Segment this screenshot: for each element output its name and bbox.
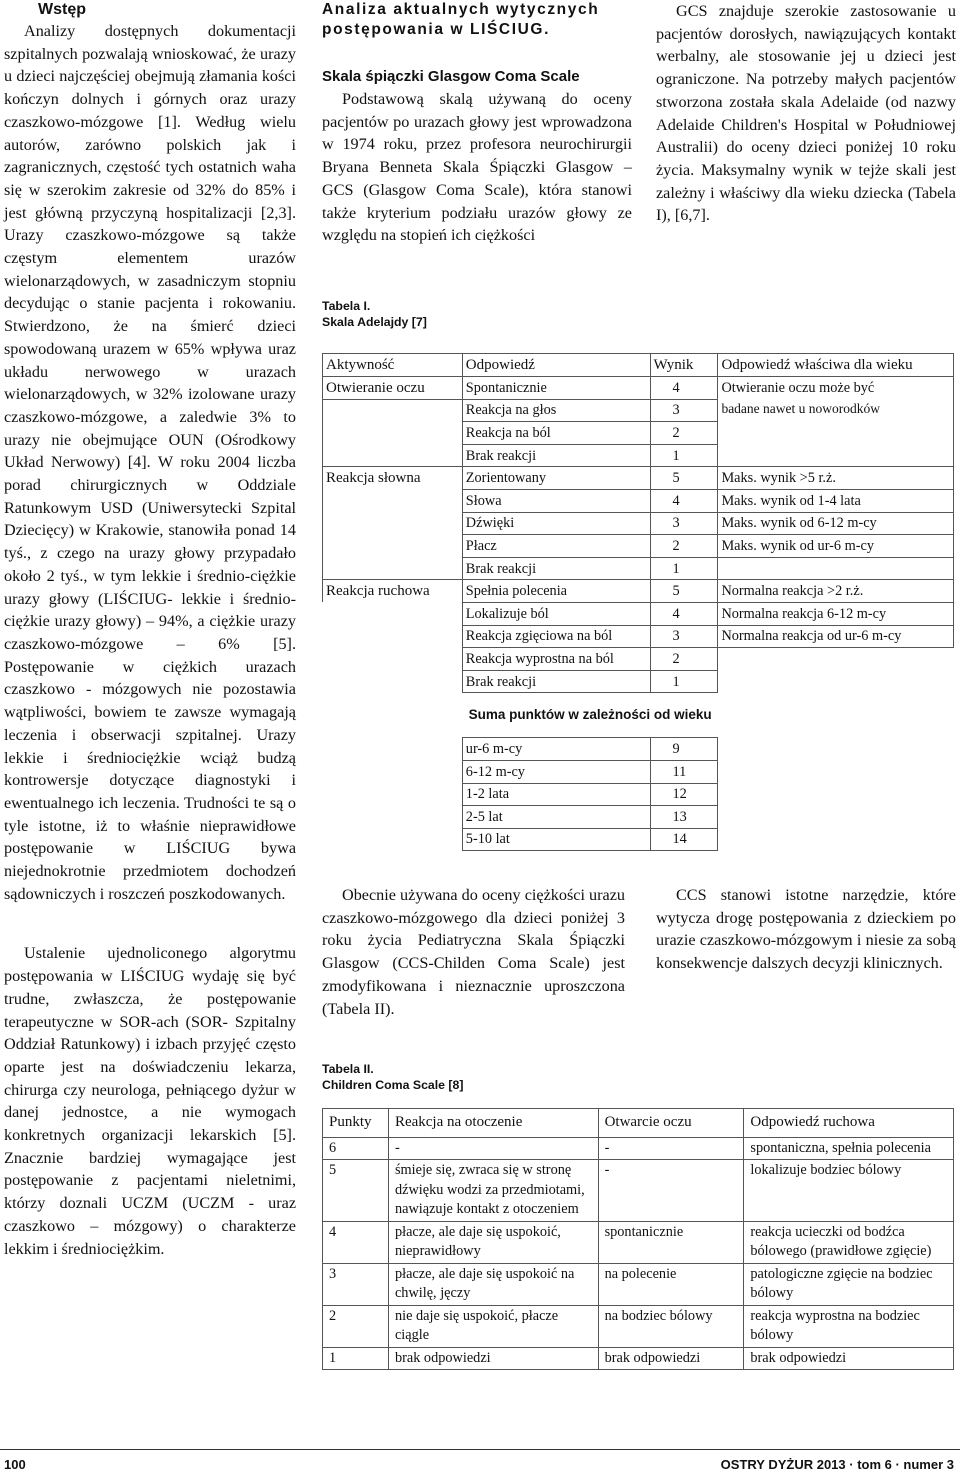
- score-cell: 3: [650, 512, 718, 535]
- sum-score-cell: 9: [650, 738, 718, 761]
- table-row: [323, 648, 954, 671]
- empty-cell: [323, 535, 463, 558]
- empty-cell: [323, 399, 463, 422]
- table-row: [323, 512, 954, 535]
- response-cell: Brak reakcji: [462, 557, 650, 580]
- footer-rule: [0, 1449, 960, 1450]
- right-column: [656, 0, 956, 227]
- ccs-intro-paragraph: Obecnie używana do oceny ciężkości urazu czaszkowo-mózgowego dla dzieci poniżej 3 roku życia Pediatryczna Skala Śpiączki Glasgow (CCS-Childen Coma Scale) jest zmodyfikowana i nieznacznie uproszczona (Tabela II).: [322, 886, 625, 1018]
- response-cell: Zorientowany: [462, 467, 650, 490]
- sum-score-cell: 12: [650, 783, 718, 806]
- reaction-cell: nie daje się uspokoić, płacze ciągle: [388, 1305, 598, 1347]
- empty-cell: [323, 625, 463, 648]
- header-cell: Odpowiedź: [462, 354, 650, 377]
- table-row: [323, 828, 954, 851]
- gcs-paragraph: GCS znajduje szerokie zastosowanie u pacjentów dorosłych, nawiązujących kontakt werbalny, ale stosowanie jej u dzieci jest ograniczone. Na potrzeby małych pacjentów stworzona została skala Adelaide (od nazwy Adelaide Children's Hospital w Południowej Australii) do oceny dzieci poniżej 10 roku życia. Maksymalny wynik w tejże skali jest zależny i właściwy dla wieku dziecka (Tabela I), [6,7].: [656, 2, 956, 225]
- table-row: [323, 738, 954, 761]
- table1-caption: [322, 298, 427, 330]
- score-cell: 1: [650, 444, 718, 467]
- ccs-significance-paragraph: CCS stanowi istotne narzędzie, które wytycza drogę postępowania z dzieckiem po urazie czaszkowo-mózgowym i niesie za sobą konsekwencje dalszych decyzji klinicznych.: [656, 886, 956, 973]
- reaction-cell: płacze, ale daje się uspokoić na chwilę, jęczy: [388, 1263, 598, 1305]
- header-cell: Reakcja na otoczenie: [388, 1109, 598, 1138]
- reaction-cell: płacze, ale daje się uspokoić, nieprawidłowy: [388, 1221, 598, 1263]
- points-cell: 1: [323, 1347, 389, 1370]
- empty-cell: [718, 693, 954, 738]
- page-number: 100: [4, 1457, 26, 1472]
- sum-score-cell: 13: [650, 806, 718, 829]
- table-row: [323, 1263, 954, 1305]
- table-row: [323, 670, 954, 693]
- table-row: [323, 783, 954, 806]
- response-cell: Reakcja na ból: [462, 422, 650, 445]
- empty-cell: [323, 557, 463, 580]
- response-cell: Brak reakcji: [462, 670, 650, 693]
- table1-caption-number: Tabela I.: [322, 299, 371, 313]
- age-cell: Normalna reakcja >2 r.ż.: [718, 580, 954, 603]
- reaction-cell: brak odpowiedzi: [388, 1347, 598, 1370]
- score-cell: 5: [650, 467, 718, 490]
- empty-cell: [323, 670, 463, 693]
- age-cell: Maks. wynik od ur-6 m-cy: [718, 535, 954, 558]
- motor-cell: brak odpowiedzi: [744, 1347, 954, 1370]
- response-cell: Dźwięki: [462, 512, 650, 535]
- table-header-row: [323, 354, 954, 377]
- points-cell: 3: [323, 1263, 389, 1305]
- score-cell: 4: [650, 602, 718, 625]
- empty-cell: [323, 422, 463, 445]
- left-column: [4, 0, 296, 1260]
- empty-cell: [323, 444, 463, 467]
- points-cell: 5: [323, 1160, 389, 1222]
- eyes-cell: na polecenie: [598, 1263, 744, 1305]
- header-cell: Odpowiedź ruchowa: [744, 1109, 954, 1138]
- score-cell: 2: [650, 422, 718, 445]
- age-cell: Maks. wynik >5 r.ż.: [718, 467, 954, 490]
- empty-cell: [323, 648, 463, 671]
- table-row: [323, 625, 954, 648]
- activity-label-verbal: Reakcja słowna: [323, 467, 463, 490]
- empty-cell: [718, 783, 954, 806]
- table-row: [323, 580, 954, 603]
- header-cell: Aktywność: [323, 354, 463, 377]
- empty-cell: [718, 806, 954, 829]
- empty-cell: [718, 760, 954, 783]
- points-cell: 6: [323, 1137, 389, 1160]
- table-row: [323, 377, 954, 400]
- table-row: [323, 1347, 954, 1370]
- eyes-cell: na bodziec bólowy: [598, 1305, 744, 1347]
- score-cell: 1: [650, 557, 718, 580]
- empty-cell: [323, 738, 463, 761]
- table2-caption: [322, 1061, 463, 1093]
- empty-cell: [323, 602, 463, 625]
- score-cell: 3: [650, 399, 718, 422]
- sum-score-cell: 11: [650, 760, 718, 783]
- empty-cell: [323, 693, 463, 738]
- age-cell: [718, 557, 954, 580]
- response-cell: Płacz: [462, 535, 650, 558]
- children-coma-scale-table: [322, 1108, 954, 1370]
- sum-age-cell: 6-12 m-cy: [462, 760, 650, 783]
- sum-age-cell: 1-2 lata: [462, 783, 650, 806]
- eyes-cell: -: [598, 1137, 744, 1160]
- intro-paragraph-1: Analizy dostępnych dokumentacji szpitalnych pozwalają wnioskować, że urazy u dzieci najczęściej obejmują złamania kości kończyn dolnych i górnych oraz urazy czaszkowo-mózgowe [1]. Według wielu autorów, zarówno polskich jak i zagranicznych, częstość tych ostatnich waha się w szerokim zakresie od 32% do 85% i jest główną przyczyną hospitalizacji [2,3]. Urazy czaszkowo-mózgowe są także częstym elementem urazów wielonarządowych, w zasadniczym stopniu decydując o stanie pacjenta i rokowaniu. Stwierdzono, że na śmierć dzieci spowodowaną urazem w 65% wpływa uraz układu nerwowego w urazach wielonarządowych, w 32% izolowane urazy czaszkowo-mózgowe, a zaledwie 3% to urazy nie obejmujące OUN (Ośrodkowy Układ Nerwowy) [4]. W roku 2004 liczba porad chirurgicznych w Oddziale Ratunkowym USD (Uniwersytecki Szpital Dziecięcy) w Krakowie, stanowiła ponad 14 tyś., z czego na urazy głowy przypadało około 2 tyś., w tym lekkie i średnio-ciężkie urazy głowy (LIŚCIUG- lekkie i średnio-ciężkie urazy głowy) – 94%, a ciężkie urazy czaszkowo-mózgowe – 6% [5]. Postępowanie w ciężkich urazach czaszkowo - mózgowych nie pozostawia wątpliwości, bowiem te zawsze wymagają leczenia i obserwacji szpitalnej. Urazy lekkie i średniociężkie wciąż budzą kontrowersje dotyczące diagnostyki i ewentualnego ich leczenia. Trudności te są o tyle istotne, iż to właśnie nieprawidłowe postępowanie w LIŚCIUG bywa niejednokrotnie przedmiotem dochodzeń sądowniczych i roszczeń poszkodowanych.: [4, 22, 296, 903]
- subheading-glasgow: Skala śpiączki Glasgow Coma Scale: [322, 68, 580, 85]
- score-cell: 4: [650, 489, 718, 512]
- response-cell: Brak reakcji: [462, 444, 650, 467]
- ccs-significance-block: [656, 884, 956, 975]
- table-row: [323, 399, 954, 422]
- table-row: [323, 602, 954, 625]
- ccs-intro-block: [322, 884, 625, 1020]
- intro-paragraph-2: Ustalenie ujednoliconego algorytmu postępowania w LIŚCIUG wydaję się być trudne, zwłaszcza, że postępowanie terapeutyczne w SOR-ach (SOR- Szpitalny Oddział Ratunkowy) i izbach przyjęć często oparte jest na doświadczeniu lekarza, chirurga czy neurologa, pełniącego dyżur w danej jednostce, a nie wymogach konkretnych organizacji lekarskich [5]. Znacznie bardziej wymagające jest postępowanie z pacjentami nieletnimi, którzy doznali UCZM (UCZM - uraz czaszkowo – mózgowy) o charakterze lekkim i średniociężkim.: [4, 944, 296, 1258]
- age-note-cell: badane nawet u noworodków: [718, 399, 954, 467]
- activity-label-eyes: Otwieranie oczu: [323, 377, 463, 400]
- response-cell: Reakcja wyprostna na ból: [462, 648, 650, 671]
- score-cell: 2: [650, 535, 718, 558]
- header-cell: Odpowiedź właściwa dla wieku: [718, 354, 954, 377]
- response-cell: Reakcja zgięciowa na ból: [462, 625, 650, 648]
- reaction-cell: śmieje się, zwraca się w stronę dźwięku wodzi za przedmiotami, nawiązuje kontakt z otoczeniem: [388, 1160, 598, 1222]
- table-row: [323, 760, 954, 783]
- activity-label-motor: Reakcja ruchowa: [323, 580, 463, 603]
- points-cell: 4: [323, 1221, 389, 1263]
- reaction-cell: -: [388, 1137, 598, 1160]
- age-cell: Normalna reakcja 6-12 m-cy: [718, 602, 954, 625]
- journal-info: OSTRY DYŻUR 2013 · tom 6 · numer 3: [720, 1457, 954, 1472]
- sum-score-cell: 14: [650, 828, 718, 851]
- table2-caption-title: Children Coma Scale [8]: [322, 1078, 464, 1092]
- table2-caption-number: Tabela II.: [322, 1062, 374, 1076]
- age-cell: [718, 648, 954, 671]
- empty-cell: [323, 828, 463, 851]
- response-cell: Spełnia polecenia: [462, 580, 650, 603]
- age-cell: Maks. wynik od 6-12 m-cy: [718, 512, 954, 535]
- header-cell: Wynik: [650, 354, 718, 377]
- eyes-cell: brak odpowiedzi: [598, 1347, 744, 1370]
- motor-cell: reakcja wyprostna na bodziec bólowy: [744, 1305, 954, 1347]
- motor-cell: patologiczne zgięcie na bodziec bólowy: [744, 1263, 954, 1305]
- table-row: [323, 806, 954, 829]
- age-note-cell: Otwieranie oczu może być: [718, 377, 954, 400]
- age-cell: Maks. wynik od 1-4 lata: [718, 489, 954, 512]
- table-row: [323, 467, 954, 490]
- table1-caption-title: Skala Adelajdy [7]: [322, 315, 427, 329]
- glasgow-paragraph: Podstawową skalą używaną do oceny pacjentów po urazach głowy jest wprowadzona w 1974 roku, przez profesora neurochirurgii Bryana Benneta Skala Śpiączki Glasgow – GCS (Glasgow Coma Scale), która stanowi także kryterium podziału urazów głowy ze względu na stopień ich ciężkości: [322, 90, 632, 245]
- table-row: [323, 1160, 954, 1222]
- score-cell: 5: [650, 580, 718, 603]
- motor-cell: reakcja ucieczki od bodźca bólowego (prawidłowe zgięcie): [744, 1221, 954, 1263]
- header-cell: Punkty: [323, 1109, 389, 1138]
- section-heading-analiza: Analiza aktualnych wytycznych postępowania w LIŚCIUG.: [322, 1, 600, 38]
- table-row: [323, 1137, 954, 1160]
- response-cell: Reakcja na głos: [462, 399, 650, 422]
- motor-cell: lokalizuje bodziec bólowy: [744, 1160, 954, 1222]
- score-cell: 2: [650, 648, 718, 671]
- empty-cell: [323, 512, 463, 535]
- points-cell: 2: [323, 1305, 389, 1347]
- table-row: [323, 489, 954, 512]
- age-cell: [718, 670, 954, 693]
- middle-column: [322, 0, 632, 247]
- score-cell: 1: [650, 670, 718, 693]
- eyes-cell: -: [598, 1160, 744, 1222]
- response-cell: Słowa: [462, 489, 650, 512]
- empty-cell: [323, 806, 463, 829]
- sum-age-cell: 5-10 lat: [462, 828, 650, 851]
- empty-cell: [323, 783, 463, 806]
- response-cell: Spontanicznie: [462, 377, 650, 400]
- sum-age-cell: ur-6 m-cy: [462, 738, 650, 761]
- empty-cell: [323, 760, 463, 783]
- header-cell: Otwarcie oczu: [598, 1109, 744, 1138]
- score-cell: 3: [650, 625, 718, 648]
- motor-cell: spontaniczna, spełnia polecenia: [744, 1137, 954, 1160]
- table-row: [323, 1221, 954, 1263]
- section-heading-wstep: Wstęp: [38, 1, 86, 18]
- empty-cell: [323, 489, 463, 512]
- score-cell: 4: [650, 377, 718, 400]
- age-cell: Normalna reakcja od ur-6 m-cy: [718, 625, 954, 648]
- sum-age-cell: 2-5 lat: [462, 806, 650, 829]
- empty-cell: [718, 738, 954, 761]
- adelaide-scale-table: [322, 353, 954, 851]
- table-header-row: [323, 1109, 954, 1138]
- sum-title: Suma punktów w zależności od wieku: [468, 707, 712, 723]
- table-row: [323, 535, 954, 558]
- table-row: [323, 693, 954, 738]
- table-row: [323, 1305, 954, 1347]
- empty-cell: [718, 828, 954, 851]
- eyes-cell: spontanicznie: [598, 1221, 744, 1263]
- table-row: [323, 557, 954, 580]
- response-cell: Lokalizuje ból: [462, 602, 650, 625]
